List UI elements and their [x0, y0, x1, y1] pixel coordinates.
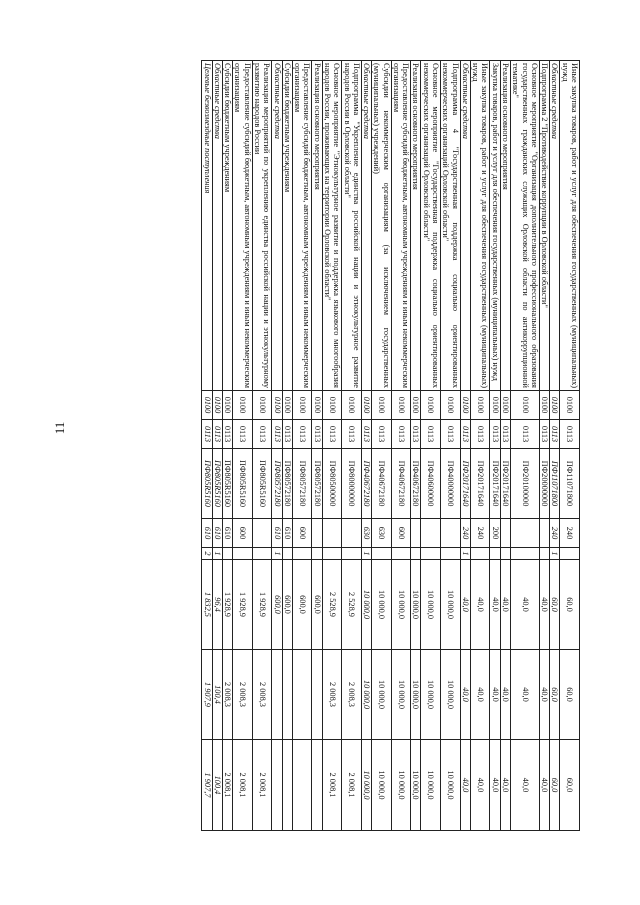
row-vedomstvo-cell: 0100: [372, 391, 392, 420]
row-razdel-cell: 0113: [272, 420, 282, 449]
row-target-article-cell: ПФ20171640: [470, 449, 490, 519]
row-amount-year3-cell: 2 008,1: [342, 740, 362, 831]
row-vedomstvo-cell: 0100: [342, 391, 362, 420]
table-body: [202, 61, 580, 831]
row-name-cell: Предоставление субсидий бюджетным, автономным учреждениям и иным некоммерческим организациям: [233, 61, 253, 391]
row-target-article-cell: ПФ805R5160: [222, 449, 232, 519]
row-name-cell: Субсидии бюджетным учреждениям: [282, 61, 292, 391]
row-razdel-cell: 0113: [421, 420, 441, 449]
row-expense-type-cell: 610: [272, 519, 282, 548]
row-name-cell: Иные закупка товаров, работ и услуг для обеспечения государственных (муниципальных) нужд: [560, 61, 580, 391]
row-vedomstvo-cell: 0100: [282, 391, 292, 420]
table-row: [272, 61, 282, 831]
row-source-code-cell: [411, 548, 421, 560]
row-amount-year2-cell: 60,0: [560, 650, 580, 740]
row-razdel-cell: 0113: [500, 420, 510, 449]
row-amount-year1-cell: 40,0: [539, 560, 549, 650]
row-vedomstvo-cell: 0100: [470, 391, 490, 420]
row-amount-year1-cell: 40,0: [490, 560, 500, 650]
row-expense-type-cell: 240: [550, 519, 560, 548]
row-source-code-cell: [322, 548, 342, 560]
row-source-code-cell: 1: [550, 548, 560, 560]
row-vedomstvo-cell: 0100: [312, 391, 322, 420]
row-expense-type-cell: 610: [222, 519, 232, 548]
row-target-article-cell: ПФ20171640: [500, 449, 510, 519]
table-row: [222, 61, 232, 831]
row-name-cell: Подпрограмма 4 "Государственная поддержка социально ориентированных некоммерческих организаций Орловской области": [441, 61, 461, 391]
row-source-code-cell: [372, 548, 392, 560]
row-amount-year2-cell: 2 008,3: [233, 650, 253, 740]
row-razdel-cell: 0113: [212, 420, 222, 449]
row-amount-year3-cell: 60,0: [550, 740, 560, 831]
row-vedomstvo-cell: 0100: [511, 391, 540, 420]
row-razdel-cell: 0113: [490, 420, 500, 449]
row-name-cell: Областные средства: [460, 61, 470, 391]
row-amount-year1-cell: 40,0: [470, 560, 490, 650]
row-name-cell: Предоставление субсидий бюджетным, автономным учреждениям и иным некоммерческим организациям: [292, 61, 312, 391]
row-vedomstvo-cell: 0100: [202, 391, 212, 420]
row-source-code-cell: [252, 548, 272, 560]
row-name-cell: Областные средства: [361, 61, 371, 391]
row-vedomstvo-cell: 0100: [222, 391, 232, 420]
row-amount-year1-cell: 10 000,0: [441, 560, 461, 650]
row-amount-year3-cell: 40,0: [511, 740, 540, 831]
row-amount-year3-cell: 40,0: [539, 740, 549, 831]
row-expense-type-cell: 240: [460, 519, 470, 548]
row-source-code-cell: [342, 548, 362, 560]
row-target-article-cell: ПФ20000000: [539, 449, 549, 519]
table-row: [252, 61, 272, 831]
row-amount-year1-cell: 1 928,9: [252, 560, 272, 650]
row-vedomstvo-cell: 0100: [490, 391, 500, 420]
row-razdel-cell: 0113: [539, 420, 549, 449]
row-razdel-cell: 0113: [372, 420, 392, 449]
row-name-cell: Реализация основного мероприятия: [500, 61, 510, 391]
row-target-article-cell: ПФ40672180: [361, 449, 371, 519]
row-amount-year1-cell: 2 528,9: [322, 560, 342, 650]
row-amount-year1-cell: 40,0: [511, 560, 540, 650]
row-amount-year3-cell: [292, 740, 312, 831]
row-amount-year2-cell: 40,0: [490, 650, 500, 740]
row-amount-year2-cell: 10 000,0: [361, 650, 371, 740]
row-name-cell: Субсидии некоммерческим организациям (за исключением государственных (муниципальных) учреждений): [372, 61, 392, 391]
row-expense-type-cell: [322, 519, 342, 548]
row-target-article-cell: ПФ805R5160: [202, 449, 212, 519]
row-name-cell: Реализация основного мероприятия: [312, 61, 322, 391]
row-amount-year2-cell: [292, 650, 312, 740]
row-amount-year3-cell: 10 000,0: [391, 740, 411, 831]
table-row: [411, 61, 421, 831]
row-amount-year1-cell: 600,0: [282, 560, 292, 650]
row-expense-type-cell: 200: [490, 519, 500, 548]
row-vedomstvo-cell: 0100: [421, 391, 441, 420]
row-razdel-cell: 0113: [342, 420, 362, 449]
table-row: [441, 61, 461, 831]
row-amount-year2-cell: 60,0: [550, 650, 560, 740]
row-source-code-cell: [539, 548, 549, 560]
row-expense-type-cell: [500, 519, 510, 548]
row-razdel-cell: 0113: [460, 420, 470, 449]
table-row: [322, 61, 342, 831]
row-target-article-cell: ПФ20100000: [511, 449, 540, 519]
row-source-code-cell: [441, 548, 461, 560]
row-amount-year2-cell: 10 000,0: [372, 650, 392, 740]
row-name-cell: Целевые безвозмездные поступления: [202, 61, 212, 391]
row-name-cell: Предоставление субсидий бюджетным, автономным учреждениям и иным некоммерческим организациям: [391, 61, 411, 391]
row-expense-type-cell: 600: [233, 519, 253, 548]
table-row: [421, 61, 441, 831]
table-row: [391, 61, 411, 831]
row-razdel-cell: 0113: [282, 420, 292, 449]
row-expense-type-cell: 600: [292, 519, 312, 548]
row-amount-year1-cell: 600,0: [312, 560, 322, 650]
row-vedomstvo-cell: 0100: [252, 391, 272, 420]
row-source-code-cell: [391, 548, 411, 560]
row-vedomstvo-cell: 0100: [322, 391, 342, 420]
row-expense-type-cell: 630: [372, 519, 392, 548]
row-amount-year1-cell: 60,0: [560, 560, 580, 650]
row-name-cell: Иные закупка товаров, работ и услуг для обеспечения государственных (муниципальных) нужд: [470, 61, 490, 391]
table-row: [511, 61, 540, 831]
table-row: [202, 61, 212, 831]
row-source-code-cell: 1: [361, 548, 371, 560]
row-amount-year3-cell: 2 008,1: [322, 740, 342, 831]
row-target-article-cell: ПФ805R5160: [252, 449, 272, 519]
row-source-code-cell: [292, 548, 312, 560]
row-vedomstvo-cell: 0100: [441, 391, 461, 420]
row-expense-type-cell: [511, 519, 540, 548]
page-number: 11: [52, 421, 67, 435]
row-amount-year3-cell: 2 008,1: [252, 740, 272, 831]
row-target-article-cell: ПФ40672180: [411, 449, 421, 519]
row-amount-year2-cell: 40,0: [500, 650, 510, 740]
row-vedomstvo-cell: 0100: [391, 391, 411, 420]
row-source-code-cell: [500, 548, 510, 560]
row-target-article-cell: ПФ805R5160: [233, 449, 253, 519]
row-source-code-cell: 1: [212, 548, 222, 560]
row-razdel-cell: 0113: [361, 420, 371, 449]
row-amount-year1-cell: 10 000,0: [361, 560, 371, 650]
row-target-article-cell: ПФ80572180: [272, 449, 282, 519]
row-vedomstvo-cell: 0100: [560, 391, 580, 420]
row-amount-year1-cell: 40,0: [460, 560, 470, 650]
row-vedomstvo-cell: 0100: [539, 391, 549, 420]
row-amount-year1-cell: 10 000,0: [411, 560, 421, 650]
row-target-article-cell: ПФ40000000: [441, 449, 461, 519]
row-target-article-cell: ПФ40600000: [421, 449, 441, 519]
table-row: [470, 61, 490, 831]
row-name-cell: Подпрограмма 2 "Противодействие коррупции в Орловской области": [539, 61, 549, 391]
row-amount-year2-cell: 2 008,3: [342, 650, 362, 740]
row-amount-year1-cell: 96,4: [212, 560, 222, 650]
row-name-cell: Основное мероприятие "Организация дополнительного профессионального образования государственных гражданских служащих Орловской области по антикоррупционной тематике": [511, 61, 540, 391]
row-amount-year3-cell: 40,0: [490, 740, 500, 831]
row-amount-year3-cell: 10 000,0: [411, 740, 421, 831]
table-row: [460, 61, 470, 831]
table-row: [372, 61, 392, 831]
row-amount-year3-cell: [282, 740, 292, 831]
table-row: [282, 61, 292, 831]
budget-table: [201, 60, 580, 831]
row-target-article-cell: ПФ80572180: [292, 449, 312, 519]
rotated-table-container: [80, 60, 580, 830]
row-expense-type-cell: 240: [470, 519, 490, 548]
row-amount-year3-cell: 10 000,0: [421, 740, 441, 831]
row-amount-year3-cell: 10 000,0: [372, 740, 392, 831]
row-amount-year3-cell: [272, 740, 282, 831]
row-amount-year1-cell: 10 000,0: [391, 560, 411, 650]
row-target-article-cell: ПФ80000000: [342, 449, 362, 519]
row-source-code-cell: [282, 548, 292, 560]
row-amount-year2-cell: 40,0: [539, 650, 549, 740]
row-razdel-cell: 0113: [322, 420, 342, 449]
row-source-code-cell: [233, 548, 253, 560]
row-vedomstvo-cell: 0100: [212, 391, 222, 420]
row-name-cell: Основное мероприятие "Государственная поддержка социально ориентированных некоммерческих организаций Орловской области": [421, 61, 441, 391]
row-amount-year3-cell: 40,0: [460, 740, 470, 831]
row-amount-year2-cell: 10 000,0: [421, 650, 441, 740]
row-target-article-cell: ПФ805R5160: [212, 449, 222, 519]
row-expense-type-cell: [539, 519, 549, 548]
row-vedomstvo-cell: 0100: [500, 391, 510, 420]
row-source-code-cell: [470, 548, 490, 560]
row-amount-year3-cell: 60,0: [560, 740, 580, 831]
row-vedomstvo-cell: 0100: [460, 391, 470, 420]
row-source-code-cell: [312, 548, 322, 560]
row-vedomstvo-cell: 0100: [233, 391, 253, 420]
row-amount-year2-cell: 1 907,9: [202, 650, 212, 740]
row-amount-year3-cell: 2 008,1: [222, 740, 232, 831]
row-amount-year1-cell: 40,0: [500, 560, 510, 650]
row-name-cell: Подпрограмма "Укрепление единства российской нации и этнокультурное развитие народов России в Орловской области": [342, 61, 362, 391]
table-row: [539, 61, 549, 831]
row-amount-year2-cell: 100,4: [212, 650, 222, 740]
row-amount-year1-cell: 10 000,0: [421, 560, 441, 650]
row-amount-year3-cell: 1 907,7: [202, 740, 212, 831]
row-vedomstvo-cell: 0100: [411, 391, 421, 420]
row-amount-year3-cell: [312, 740, 322, 831]
row-razdel-cell: 0113: [222, 420, 232, 449]
row-name-cell: Субсидии бюджетным учреждениям: [222, 61, 232, 391]
row-amount-year3-cell: 10 000,0: [361, 740, 371, 831]
table-row: [312, 61, 322, 831]
row-amount-year3-cell: 2 008,1: [233, 740, 253, 831]
row-target-article-cell: ПФ80572180: [282, 449, 292, 519]
row-razdel-cell: 0113: [391, 420, 411, 449]
row-razdel-cell: 0113: [441, 420, 461, 449]
row-expense-type-cell: [441, 519, 461, 548]
table-row: [233, 61, 253, 831]
row-amount-year1-cell: 2 528,9: [342, 560, 362, 650]
row-expense-type-cell: 610: [212, 519, 222, 548]
row-razdel-cell: 0113: [511, 420, 540, 449]
row-amount-year1-cell: 600,0: [272, 560, 282, 650]
row-expense-type-cell: [411, 519, 421, 548]
row-name-cell: Областные средства: [272, 61, 282, 391]
row-source-code-cell: 1: [460, 548, 470, 560]
row-razdel-cell: 0113: [470, 420, 490, 449]
row-amount-year1-cell: 1 928,9: [222, 560, 232, 650]
row-amount-year1-cell: 10 000,0: [372, 560, 392, 650]
row-target-article-cell: ПФ80500000: [322, 449, 342, 519]
row-amount-year3-cell: 100,4: [212, 740, 222, 831]
row-amount-year1-cell: 1 832,5: [202, 560, 212, 650]
row-amount-year2-cell: 10 000,0: [411, 650, 421, 740]
row-amount-year2-cell: [312, 650, 322, 740]
row-razdel-cell: 0113: [560, 420, 580, 449]
row-vedomstvo-cell: 0100: [550, 391, 560, 420]
table-row: [500, 61, 510, 831]
row-razdel-cell: 0113: [550, 420, 560, 449]
row-name-cell: Областные средства: [212, 61, 222, 391]
row-razdel-cell: 0113: [202, 420, 212, 449]
table-row: [361, 61, 371, 831]
row-expense-type-cell: 610: [282, 519, 292, 548]
row-source-code-cell: [421, 548, 441, 560]
row-razdel-cell: 0113: [292, 420, 312, 449]
row-name-cell: Областные средства: [550, 61, 560, 391]
row-target-article-cell: ПФ11071800: [560, 449, 580, 519]
row-vedomstvo-cell: 0100: [361, 391, 371, 420]
row-amount-year2-cell: 2 008,3: [322, 650, 342, 740]
row-expense-type-cell: 600: [391, 519, 411, 548]
row-amount-year1-cell: 60,0: [550, 560, 560, 650]
row-target-article-cell: ПФ40672180: [391, 449, 411, 519]
row-expense-type-cell: [252, 519, 272, 548]
row-source-code-cell: 2: [202, 548, 212, 560]
row-target-article-cell: ПФ80572180: [312, 449, 322, 519]
row-amount-year2-cell: 2 008,3: [222, 650, 232, 740]
row-vedomstvo-cell: 0100: [292, 391, 312, 420]
row-amount-year3-cell: 40,0: [500, 740, 510, 831]
row-name-cell: Реализация мероприятий по укреплению единства российской нации и этнокультурному развитию народов России: [252, 61, 272, 391]
row-expense-type-cell: [421, 519, 441, 548]
row-name-cell: Основное мероприятие "Этнокультурное развитие и поддержка языкового многообразия народов России, проживающих на территории Орловской области": [322, 61, 342, 391]
row-source-code-cell: [511, 548, 540, 560]
table-row: [292, 61, 312, 831]
row-razdel-cell: 0113: [252, 420, 272, 449]
row-razdel-cell: 0113: [233, 420, 253, 449]
table-row: [550, 61, 560, 831]
table-row: [560, 61, 580, 831]
row-amount-year1-cell: 1 928,9: [233, 560, 253, 650]
row-source-code-cell: [560, 548, 580, 560]
row-source-code-cell: 1: [272, 548, 282, 560]
row-expense-type-cell: 240: [560, 519, 580, 548]
row-amount-year2-cell: 2 008,3: [252, 650, 272, 740]
row-amount-year3-cell: 40,0: [470, 740, 490, 831]
row-amount-year2-cell: [282, 650, 292, 740]
row-amount-year1-cell: 600,0: [292, 560, 312, 650]
row-amount-year2-cell: 40,0: [460, 650, 470, 740]
row-amount-year2-cell: 40,0: [511, 650, 540, 740]
row-amount-year2-cell: [272, 650, 282, 740]
row-expense-type-cell: 610: [202, 519, 212, 548]
table-row: [490, 61, 500, 831]
row-amount-year2-cell: 10 000,0: [391, 650, 411, 740]
table-row: [342, 61, 362, 831]
row-name-cell: Закупка товаров, работ и услуг для обеспечения государственных (муниципальных) нужд: [490, 61, 500, 391]
row-target-article-cell: ПФ11071800: [550, 449, 560, 519]
row-razdel-cell: 0113: [312, 420, 322, 449]
row-target-article-cell: ПФ40672180: [372, 449, 392, 519]
row-amount-year2-cell: 10 000,0: [441, 650, 461, 740]
table-row: [212, 61, 222, 831]
row-target-article-cell: ПФ20171640: [460, 449, 470, 519]
row-vedomstvo-cell: 0100: [272, 391, 282, 420]
row-razdel-cell: 0113: [411, 420, 421, 449]
row-source-code-cell: [490, 548, 500, 560]
row-target-article-cell: ПФ20171640: [490, 449, 500, 519]
row-amount-year3-cell: 10 000,0: [441, 740, 461, 831]
row-expense-type-cell: [342, 519, 362, 548]
row-name-cell: Реализация основного мероприятия: [411, 61, 421, 391]
row-expense-type-cell: 630: [361, 519, 371, 548]
row-amount-year2-cell: 40,0: [470, 650, 490, 740]
row-expense-type-cell: [312, 519, 322, 548]
row-source-code-cell: [222, 548, 232, 560]
